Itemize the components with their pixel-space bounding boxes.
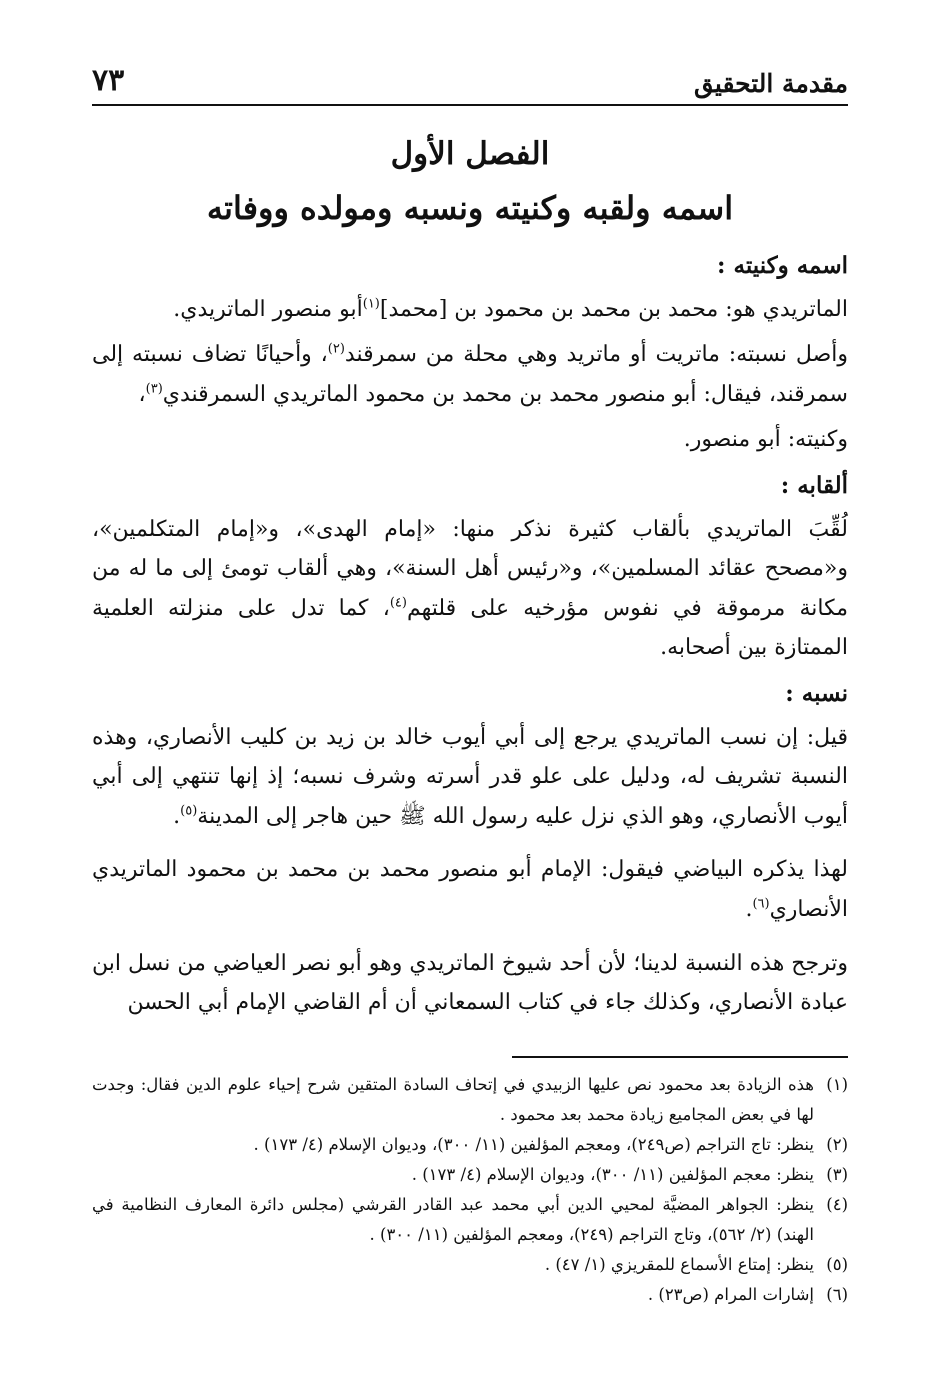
footnote-number: (٤) (826, 1195, 848, 1214)
footnote-number: (٦) (826, 1285, 848, 1304)
main-text (92, 240, 848, 1023)
footnote-text: هذه الزيادة بعد محمود نص عليها الزبيدي في إتحاف السادة المتقين شرح إحياء علوم الدين فقال: وجدت لها في بعض المجاميع زيادة محمد بعد محمود . (92, 1075, 814, 1124)
running-header-title: مقدمة التحقيق (694, 69, 848, 98)
header-divider (92, 104, 848, 106)
section-heading-lineage: نسبه : (785, 679, 848, 707)
footnote-number: (١) (826, 1075, 848, 1094)
section-heading-titles: ألقابه : (780, 471, 848, 499)
chapter-title: الفصل الأول (390, 136, 550, 172)
paragraph-text: وكنيته: أبو منصور. (683, 427, 848, 453)
chapter-subtitle: اسمه ولقبه وكنيته ونسبه ومولده ووفاته (206, 189, 734, 227)
paragraph-text: ، وأحيانًا تضاف نسبته إلى سمرقند، فيقال: أبو منصور محمد بن محمد بن محمود الماتريدي السمرقندي (92, 342, 848, 407)
paragraph-text: وترجح هذه النسبة لدينا؛ لأن أحد شيوخ الماتريدي وهو أبو نصر العياضي من نسل ابن عبادة الأنصاري، وكذلك جاء في كتاب السمعاني أن أم القاضي الإمام أبي الحسن (92, 950, 848, 1016)
paragraph-text: ، (138, 381, 146, 407)
footnote-ref[interactable]: (١) (362, 296, 380, 312)
footnote-item (92, 1250, 848, 1280)
footnote-ref[interactable]: (٢) (327, 341, 345, 357)
paragraph (92, 510, 848, 668)
paragraph-text: . (745, 896, 753, 922)
footnote-number: (٣) (826, 1165, 848, 1184)
paragraph-text: الماتريدي هو: محمد بن محمد بن محمود بن [محمد] (379, 296, 848, 322)
footnote-divider (512, 1056, 848, 1058)
paragraph-text: لهذا يذكره البياضي فيقول: الإمام أبو منصور محمد بن محمد بن محمود الماتريدي الأنصاري (92, 857, 848, 922)
paragraph (92, 290, 848, 330)
footnote-ref[interactable]: (٦) (752, 896, 770, 912)
footnote-number: (٥) (826, 1255, 848, 1274)
footnote-text: ينظر: تاج التراجم (ص٢٤٩)، ومعجم المؤلفين (١١/ ٣٠٠)، وديوان الإسلام (٤/ ١٧٣) . (253, 1135, 814, 1154)
paragraph-text: وأصل نسبته: ماتريت أو ماتريد وهي محلة من سمرقند (344, 342, 848, 368)
paragraph-text: لُقِّبَ الماتريدي بألقاب كثيرة نذكر منها: «إمام الهدى»، و«إمام المتكلمين»، و«مصحح عقائد المسلمين»، و«رئيس أهل السنة»، وهي ألقاب تومئ إلى ما له من مكانة مرموقة في نفوس مؤرخيه على قلتهم (92, 516, 848, 621)
page-number: ٧٣ (92, 63, 125, 98)
paragraph-text: قيل: إن نسب الماتريدي يرجع إلى أبي أيوب خالد بن زيد بن كليب الأنصاري، وهذه النسبة تشريف له، ودليل على علو قدر أسرته وشرف نسبه؛ إذ إنها تنتهي إلى أبي أيوب الأنصاري، وهو الذي نزل عليه رسول الله ﷺ حين هاجر إلى المدينة (92, 724, 848, 829)
footnote-item (92, 1160, 848, 1190)
paragraph (92, 420, 848, 460)
footnote-text: ينظر: إمتاع الأسماع للمقريزي (١/ ٤٧) . (544, 1255, 814, 1274)
footnote-item (92, 1190, 848, 1250)
footnote-text: ينظر: معجم المؤلفين (١١/ ٣٠٠)، وديوان الإسلام (٤/ ١٧٣) . (411, 1165, 814, 1184)
paragraph-text: . (173, 803, 181, 829)
section-heading-name: اسمه وكنيته : (716, 252, 848, 279)
footnote-item (92, 1070, 848, 1130)
footnotes (92, 1070, 848, 1310)
paragraph (92, 944, 848, 1023)
footnote-ref[interactable]: (٣) (145, 381, 163, 397)
footnote-item (92, 1280, 848, 1310)
paragraph-text: ، كما تدل على منزلته العلمية الممتازة بين أصحابه. (92, 595, 848, 661)
footnote-text: إشارات المرام (ص٢٣) . (647, 1285, 814, 1304)
paragraph (92, 850, 848, 929)
paragraph (92, 335, 848, 414)
footnote-ref[interactable]: (٤) (389, 595, 407, 611)
footnote-text: ينظر: الجواهر المضيَّة لمحيي الدين أبي محمد عبد القادر القرشي (مجلس دائرة المعارف النظامية في الهند) (٢/ ٥٦٢)، وتاج التراجم (٢٤٩)، ومعجم المؤلفين (١١/ ٣٠٠) . (92, 1195, 814, 1244)
footnote-item (92, 1130, 848, 1160)
paragraph-text: أبو منصور الماتريدي. (173, 296, 363, 322)
paragraph (92, 718, 848, 837)
footnote-ref[interactable]: (٥) (180, 803, 198, 819)
running-header (92, 58, 848, 98)
footnote-number: (٢) (826, 1135, 848, 1154)
